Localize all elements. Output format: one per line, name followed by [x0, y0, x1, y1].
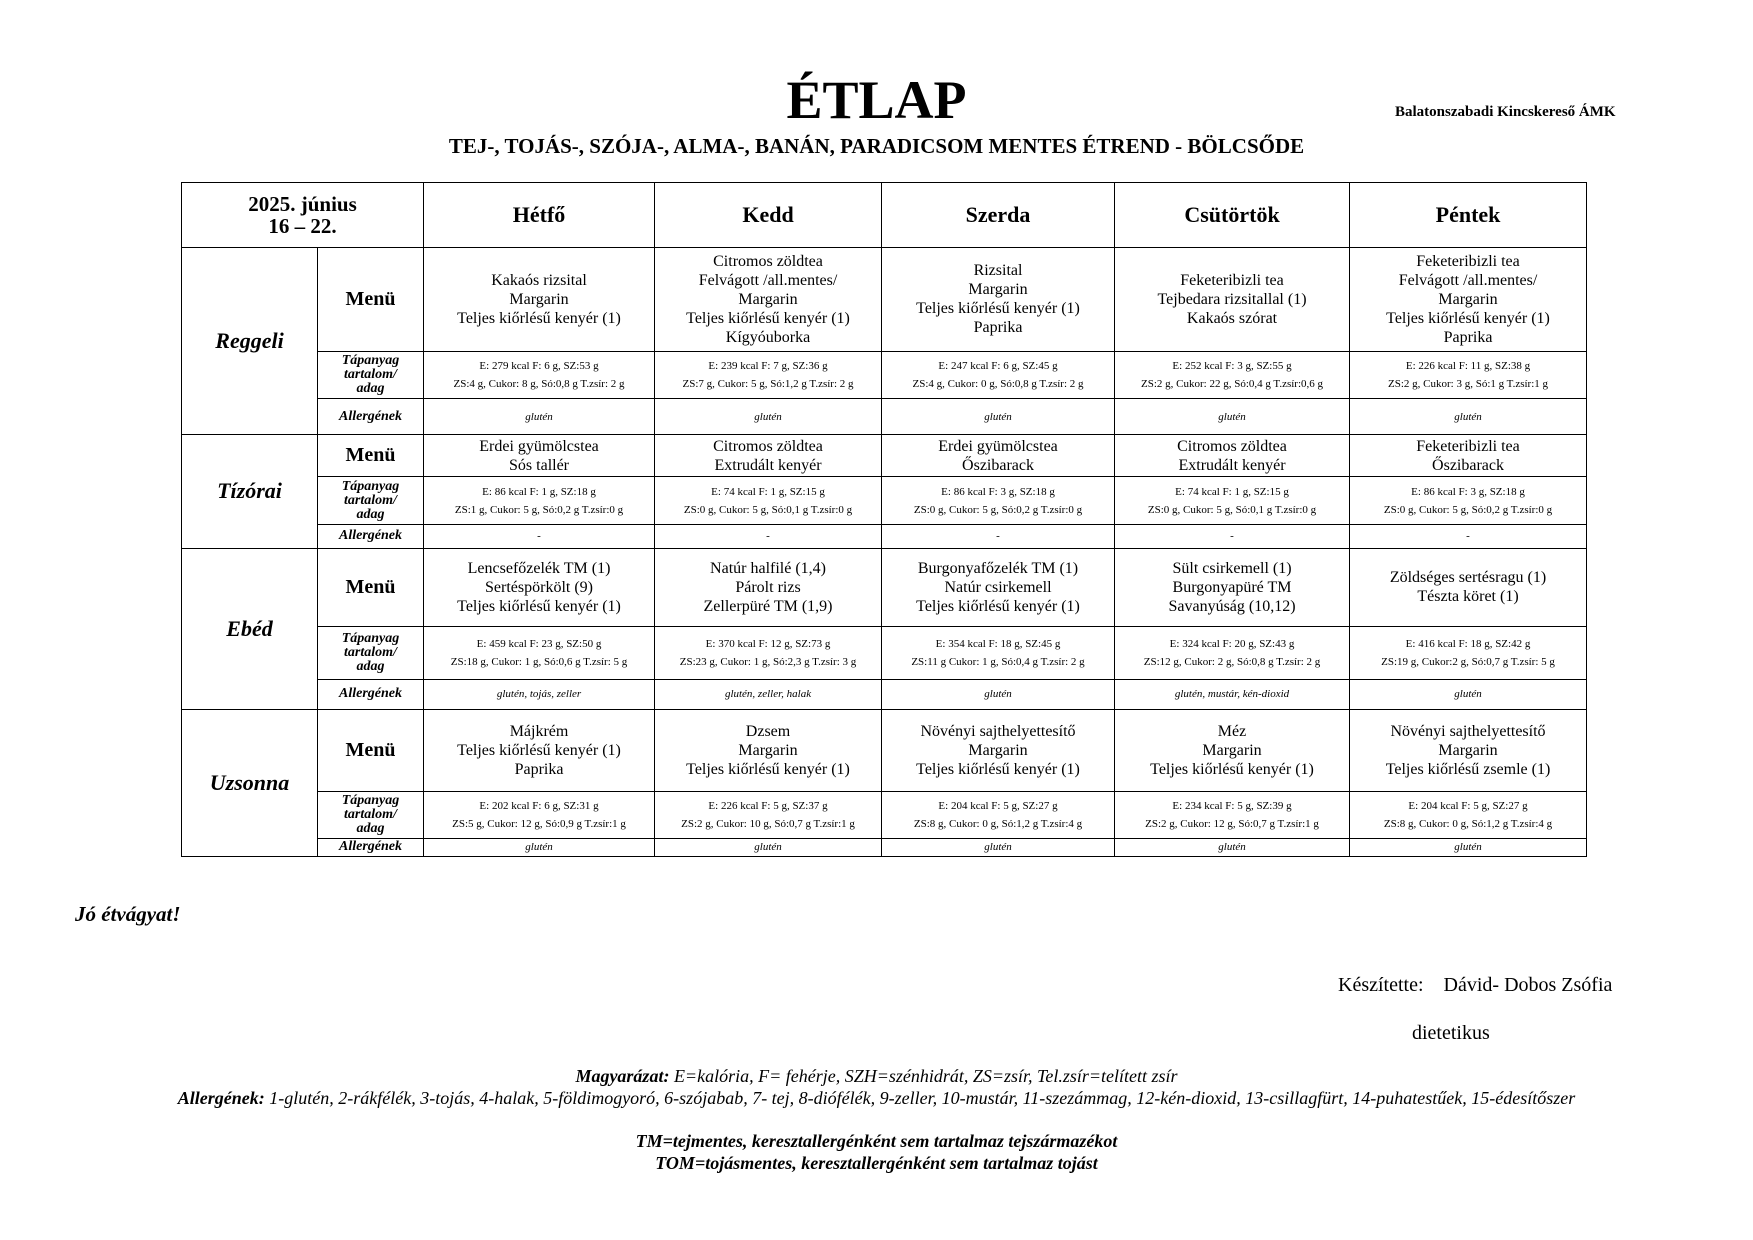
nutrition-line: E: 252 kcal F: 3 g, SZ:55 g [1172, 360, 1292, 373]
menu-item: Paprika [1443, 328, 1493, 346]
nutrition-line: ZS:2 g, Cukor: 22 g, Só:0,4 g T.zsír:0,6 g [1141, 378, 1324, 391]
nutrition-cell [1115, 792, 1350, 839]
nutrition-line: E: 86 kcal F: 3 g, SZ:18 g [1411, 485, 1525, 498]
day-header: Hétfő [424, 183, 655, 248]
menu-item: Sós tallér [509, 456, 570, 474]
menu-item: Erdei gyümölcstea [479, 437, 599, 455]
menu-item: Erdei gyümölcstea [938, 437, 1058, 455]
allergen-cell: glutén [655, 399, 882, 435]
menu-item: Párolt rizs [735, 578, 801, 596]
nutrition-line: E: 234 kcal F: 5 g, SZ:39 g [1172, 799, 1292, 812]
allergen-cell: glutén [424, 399, 655, 435]
nutrition-line: E: 247 kcal F: 6 g, SZ:45 g [938, 360, 1058, 373]
nutrition-line: E: 204 kcal F: 5 g, SZ:27 g [1408, 799, 1528, 812]
menu-row [182, 435, 1587, 477]
day-header: Csütörtök [1115, 183, 1350, 248]
nutrition-label [318, 351, 424, 399]
allergen-cell: glutén [1115, 399, 1350, 435]
nutrition-line: ZS:8 g, Cukor: 0 g, Só:1,2 g T.zsír:4 g [913, 817, 1083, 830]
menu-item: Natúr csirkemell [944, 578, 1052, 596]
legend-nutrients [100, 1066, 1653, 1086]
allergen-cell: - [1115, 524, 1350, 548]
nutrition-label [318, 626, 424, 679]
menu-cell [1115, 247, 1350, 351]
allergen-cell: glutén [424, 838, 655, 856]
nutrition-line: E: 74 kcal F: 1 g, SZ:15 g [711, 485, 825, 498]
menu-cell [1115, 548, 1350, 626]
menu-item: Dzsem [745, 722, 791, 740]
menu-item: Margarin [738, 741, 798, 759]
nutrition-line: E: 416 kcal F: 18 g, SZ:42 g [1405, 637, 1531, 650]
nutrition-line: ZS:23 g, Cukor: 1 g, Só:2,3 g T.zsír: 3 g [679, 655, 857, 668]
nutrition-cell [882, 626, 1115, 679]
nutrition-line: ZS:19 g, Cukor:2 g, Só:0,7 g T.zsír: 5 g [1381, 655, 1555, 668]
menu-item: Citromos zöldtea [713, 252, 823, 270]
nutrition-line: E: 226 kcal F: 5 g, SZ:37 g [708, 799, 828, 812]
nutrition-label-line: tartalom/ [344, 806, 397, 822]
author [1338, 974, 1612, 997]
nutrition-line: ZS:0 g, Cukor: 5 g, Só:0,2 g T.zsír:0 g [1383, 503, 1553, 516]
nutrition-row [182, 626, 1587, 679]
nutrition-cell [882, 792, 1115, 839]
menu-item: Felvágott /all.mentes/ [698, 271, 838, 289]
allergen-cell: glutén, zeller, halak [655, 679, 882, 709]
allergen-cell: - [882, 524, 1115, 548]
menu-item: Felvágott /all.mentes/ [1398, 271, 1538, 289]
menu-item: Extrudált kenyér [1178, 456, 1286, 474]
nutrition-label-line: adag [356, 506, 385, 522]
legend-label: Magyarázat: [575, 1066, 670, 1086]
nutrition-line: E: 324 kcal F: 20 g, SZ:43 g [1169, 637, 1295, 650]
menu-item: Burgonyafőzelék TM (1) [917, 559, 1079, 577]
nutrition-line: ZS:11 g Cukor: 1 g, Só:0,4 g T.zsír: 2 g [911, 655, 1085, 668]
menu-item: Teljes kiőrlésű kenyér (1) [916, 597, 1080, 615]
nutrition-cell [424, 792, 655, 839]
nutrition-line: ZS:8 g, Cukor: 0 g, Só:1,2 g T.zsír:4 g [1383, 817, 1553, 830]
nutrition-label-line: Tápanyag [341, 478, 400, 494]
menu-cell [1115, 435, 1350, 477]
date-line-2: 16 – 22. [268, 213, 337, 238]
nutrition-line: ZS:1 g, Cukor: 5 g, Só:0,2 g T.zsír:0 g [454, 503, 624, 516]
allergen-cell: glutén [882, 838, 1115, 856]
menu-item: Teljes kiőrlésű zsemle (1) [1385, 760, 1551, 778]
menu-item: Margarin [738, 290, 798, 308]
nutrition-line: E: 459 kcal F: 23 g, SZ:50 g [476, 637, 602, 650]
menu-cell [882, 709, 1115, 791]
menu-item: Teljes kiőrlésű kenyér (1) [1386, 309, 1550, 327]
nutrition-cell [1115, 626, 1350, 679]
menu-item: Margarin [509, 290, 569, 308]
allergen-label: Allergének [318, 838, 424, 856]
menu-row [182, 709, 1587, 791]
menu-item: Natúr halfilé (1,4) [710, 559, 826, 577]
author-label: Készítette: [1338, 974, 1424, 996]
tm-note: TM=tejmentes, keresztallergénként sem tartalmaz tejszármazékot [635, 1131, 1118, 1151]
allergen-label: Allergének [318, 679, 424, 709]
meal-name: Reggeli [182, 247, 318, 434]
nutrition-cell [424, 626, 655, 679]
allergen-cell: glutén, mustár, kén-dioxid [1115, 679, 1350, 709]
header-row [182, 183, 1587, 248]
menu-item: Őszibarack [962, 456, 1034, 474]
menu-row [182, 247, 1587, 351]
nutrition-label-line: adag [356, 820, 385, 836]
nutrition-cell [424, 477, 655, 525]
day-header: Kedd [655, 183, 882, 248]
menu-item: Tészta köret (1) [1417, 588, 1519, 606]
nutrition-label [318, 792, 424, 839]
menu-item: Extrudált kenyér [714, 456, 822, 474]
nutrition-row [182, 351, 1587, 399]
nutrition-label-line: Tápanyag [341, 792, 400, 808]
nutrition-label-line: Tápanyag [341, 630, 400, 646]
nutrition-line: ZS:7 g, Cukor: 5 g, Só:1,2 g T.zsír: 2 g [682, 378, 854, 391]
nutrition-cell [1115, 477, 1350, 525]
menu-cell [1350, 709, 1587, 791]
nutrition-line: E: 239 kcal F: 7 g, SZ:36 g [708, 360, 828, 373]
nutrition-line: E: 86 kcal F: 1 g, SZ:18 g [482, 485, 596, 498]
allergen-cell: - [655, 524, 882, 548]
menu-item: Margarin [1438, 290, 1498, 308]
allergen-label: Allergének [318, 524, 424, 548]
menu-item: Teljes kiőrlésű kenyér (1) [1150, 760, 1314, 778]
allergen-cell: glutén [1115, 838, 1350, 856]
menu-item: Margarin [968, 741, 1028, 759]
menu-cell [882, 548, 1115, 626]
menu-cell [1350, 548, 1587, 626]
menu-item: Margarin [968, 281, 1028, 299]
nutrition-line: ZS:0 g, Cukor: 5 g, Só:0,1 g T.zsír:0 g [683, 503, 853, 516]
menu-item: Paprika [973, 319, 1023, 337]
nutrition-cell [1350, 351, 1587, 399]
menu-item: Májkrém [509, 722, 569, 740]
nutrition-label-line: adag [356, 381, 385, 397]
nutrition-row [182, 477, 1587, 525]
nutrition-label [318, 477, 424, 525]
menu-row [182, 548, 1587, 626]
menu-item: Őszibarack [1432, 456, 1504, 474]
menu-item: Citromos zöldtea [1177, 437, 1287, 455]
menu-item: Burgonyapüré TM [1172, 578, 1292, 596]
menu-item: Teljes kiőrlésű kenyér (1) [457, 309, 621, 327]
nutrition-line: E: 202 kcal F: 6 g, SZ:31 g [479, 799, 599, 812]
menu-item: Növényi sajthelyettesítő [1390, 722, 1546, 740]
menu-item: Kígyóuborka [725, 328, 811, 346]
greeting: Jó étvágyat! [75, 902, 181, 926]
menu-item: Tejbedara rizsitallal (1) [1157, 290, 1307, 308]
menu-item: Teljes kiőrlésű kenyér (1) [686, 309, 850, 327]
nutrition-label-line: tartalom/ [344, 492, 397, 508]
menu-item: Savanyúság (10,12) [1168, 597, 1296, 615]
allergen-cell: glutén [1350, 679, 1587, 709]
nutrition-line: ZS:12 g, Cukor: 2 g, Só:0,8 g T.zsír: 2 g [1143, 655, 1321, 668]
legend-text: E=kalória, F= fehérje, SZH=szénhidrát, ZS=zsír, Tel.zsír=telített zsír [673, 1066, 1178, 1086]
menu-table [181, 182, 1587, 857]
organization-name: Balatonszabadi Kincskereső ÁMK [1395, 104, 1616, 120]
nutrition-line: ZS:2 g, Cukor: 10 g, Só:0,7 g T.zsír:1 g [681, 817, 855, 830]
nutrition-label-line: Tápanyag [341, 353, 400, 369]
tom-note: TOM=tojásmentes, keresztallergénként sem tartalmaz tojást [655, 1153, 1098, 1173]
nutrition-line: ZS:18 g, Cukor: 1 g, Só:0,6 g T.zsír: 5 g [450, 655, 628, 668]
menu-item: Teljes kiőrlésű kenyér (1) [457, 597, 621, 615]
menu-cell [655, 247, 882, 351]
menu-cell [882, 247, 1115, 351]
nutrition-row [182, 792, 1587, 839]
menu-item: Kakaós rizsital [491, 271, 587, 289]
menu-item: Zellerpüré TM (1,9) [703, 597, 833, 615]
nutrition-cell [655, 477, 882, 525]
nutrition-label-line: adag [356, 658, 385, 674]
allergen-cell: glutén [882, 679, 1115, 709]
day-header: Szerda [882, 183, 1115, 248]
allergen-row [182, 524, 1587, 548]
menu-item: Feketeribizli tea [1416, 252, 1520, 270]
menu-item: Citromos zöldtea [713, 437, 823, 455]
menu-cell [655, 709, 882, 791]
menu-item: Zöldséges sertésragu (1) [1389, 569, 1547, 587]
nutrition-line: E: 74 kcal F: 1 g, SZ:15 g [1175, 485, 1289, 498]
nutrition-cell [1350, 477, 1587, 525]
menu-label: Menü [318, 548, 424, 626]
meal-name: Tízórai [182, 435, 318, 549]
menu-label: Menü [318, 247, 424, 351]
nutrition-line: ZS:2 g, Cukor: 12 g, Só:0,7 g T.zsír:1 g [1145, 817, 1319, 830]
allergen-legend-label: Allergének: [177, 1088, 265, 1108]
menu-cell [882, 435, 1115, 477]
menu-item: Paprika [514, 760, 564, 778]
allergen-cell: glutén [1350, 838, 1587, 856]
menu-label: Menü [318, 709, 424, 791]
page-title: ÉTLAP [786, 70, 967, 130]
author-role: dietetikus [1412, 1022, 1490, 1044]
menu-item: Növényi sajthelyettesítő [920, 722, 1076, 740]
nutrition-cell [882, 351, 1115, 399]
allergen-cell: - [424, 524, 655, 548]
meal-name: Ebéd [182, 548, 318, 709]
day-header: Péntek [1350, 183, 1587, 248]
menu-item: Kakaós szórat [1186, 309, 1278, 327]
menu-cell [655, 548, 882, 626]
date-range [182, 183, 424, 248]
nutrition-line: ZS:4 g, Cukor: 0 g, Só:0,8 g T.zsír: 2 g [912, 378, 1084, 391]
page-subtitle: TEJ-, TOJÁS-, SZÓJA-, ALMA-, BANÁN, PARADICSOM MENTES ÉTREND - BÖLCSŐDE [448, 134, 1305, 158]
menu-item: Teljes kiőrlésű kenyér (1) [457, 741, 621, 759]
menu-label: Menü [318, 435, 424, 477]
menu-cell [1350, 247, 1587, 351]
allergen-cell: glutén [1350, 399, 1587, 435]
allergen-cell: glutén [655, 838, 882, 856]
nutrition-cell [1115, 351, 1350, 399]
allergen-label: Allergének [318, 399, 424, 435]
nutrition-cell [655, 351, 882, 399]
nutrition-line: E: 86 kcal F: 3 g, SZ:18 g [941, 485, 1055, 498]
allergen-row [182, 679, 1587, 709]
menu-cell [424, 709, 655, 791]
menu-item: Teljes kiőrlésű kenyér (1) [916, 760, 1080, 778]
menu-cell [424, 247, 655, 351]
menu-cell [655, 435, 882, 477]
menu-item: Feketeribizli tea [1180, 271, 1284, 289]
menu-item: Teljes kiőrlésű kenyér (1) [916, 300, 1080, 318]
allergen-cell: glutén, tojás, zeller [424, 679, 655, 709]
allergen-row [182, 399, 1587, 435]
nutrition-line: ZS:0 g, Cukor: 5 g, Só:0,1 g T.zsír:0 g [1147, 503, 1317, 516]
nutrition-cell [1350, 792, 1587, 839]
nutrition-line: E: 354 kcal F: 18 g, SZ:45 g [935, 637, 1061, 650]
menu-item: Sült csirkemell (1) [1172, 559, 1292, 577]
menu-cell [424, 435, 655, 477]
nutrition-line: E: 226 kcal F: 11 g, SZ:38 g [1405, 360, 1531, 373]
nutrition-cell [882, 477, 1115, 525]
menu-item: Teljes kiőrlésű kenyér (1) [686, 760, 850, 778]
menu-item: Lencsefőzelék TM (1) [467, 559, 611, 577]
author-name: Dávid- Dobos Zsófia [1443, 974, 1613, 996]
date-line-1: 2025. június [248, 191, 357, 216]
menu-cell [424, 548, 655, 626]
allergen-cell: - [1350, 524, 1587, 548]
menu-cell [1350, 435, 1587, 477]
nutrition-line: ZS:5 g, Cukor: 12 g, Só:0,9 g T.zsír:1 g [452, 817, 626, 830]
menu-item: Rizsital [973, 262, 1023, 280]
nutrition-line: E: 279 kcal F: 6 g, SZ:53 g [479, 360, 599, 373]
menu-item: Feketeribizli tea [1416, 437, 1520, 455]
nutrition-line: ZS:2 g, Cukor: 3 g, Só:1 g T.zsír:1 g [1388, 378, 1549, 391]
allergen-row [182, 838, 1587, 856]
allergen-cell: glutén [882, 399, 1115, 435]
nutrition-cell [424, 351, 655, 399]
nutrition-line: E: 204 kcal F: 5 g, SZ:27 g [938, 799, 1058, 812]
nutrition-cell [655, 626, 882, 679]
menu-item: Margarin [1202, 741, 1262, 759]
nutrition-line: ZS:0 g, Cukor: 5 g, Só:0,2 g T.zsír:0 g [913, 503, 1083, 516]
nutrition-line: E: 370 kcal F: 12 g, SZ:73 g [705, 637, 831, 650]
nutrition-line: ZS:4 g, Cukor: 8 g, Só:0,8 g T.zsír: 2 g [453, 378, 625, 391]
meal-name: Uzsonna [182, 709, 318, 856]
nutrition-label-line: tartalom/ [344, 644, 397, 660]
allergen-legend-text: 1-glutén, 2-rákfélék, 3-tojás, 4-halak, 5-földimogyoró, 6-szójabab, 7- tej, 8-diófélék, 9-zeller, 10-mustár, 11-szezámmag, 12-kén-dioxid, 13-csillagfürt, 14-puhatestűek, 15-édesítőszer [269, 1088, 1576, 1108]
nutrition-label-line: tartalom/ [344, 367, 397, 383]
menu-cell [1115, 709, 1350, 791]
nutrition-cell [1350, 626, 1587, 679]
legend-allergens [100, 1088, 1653, 1108]
menu-item: Margarin [1438, 741, 1498, 759]
nutrition-cell [655, 792, 882, 839]
menu-item: Sertéspörkölt (9) [485, 578, 593, 596]
menu-item: Méz [1217, 722, 1247, 740]
